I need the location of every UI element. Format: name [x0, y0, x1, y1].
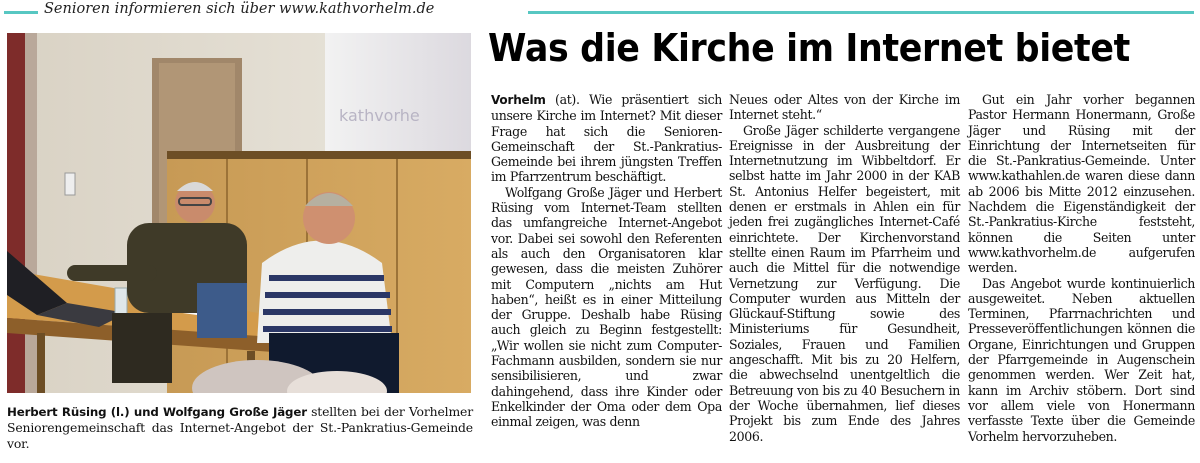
article-column-3 — [968, 92, 1195, 444]
kicker: Senioren informieren sich über www.kathvorhelm.de — [44, 1, 435, 17]
caption-names: Herbert Rüsing (l.) und Wolfgang Große Jäger — [7, 405, 307, 419]
photo-illustration — [7, 33, 471, 393]
kicker-rule-left — [4, 11, 38, 14]
photo-wall-text: kathvorhe — [339, 106, 420, 125]
paragraph — [491, 92, 722, 185]
article-column-2 — [729, 92, 960, 444]
paragraph: Gut ein Jahr vorher begannen Pastor Hermann Honermann, Große Jäger und Rüsing mit der Einrichtung der Internetseiten für die St.-Pankratius-Gemeinde. Unter www.kathahlen.de waren diese dann ab 2006 bis Mitte 2012 einzusehen. Nachdem die Eigenständigkeit der St.-Pankratius-Kirche feststeht, können die Seiten unter www.kathvorhelm.de aufgerufen werden. — [968, 92, 1195, 276]
paragraph: Das Angebot wurde kontinuierlich ausgeweitet. Neben aktuellen Terminen, Pfarrnachrichten und Presseveröffentlichungen können die Organe, Einrichtungen und Gruppen der Pfarrgemeinde in Augenschein genommen werden. Wer Zeit hat, kann im Archiv stöbern. Dort sind vor allem viele von Honermann verfasste Texte über die Gemeinde Vorhelm hervorzuheben. — [968, 275, 1195, 444]
paragraph: Neues oder Altes von der Kirche im Internet steht.“ — [729, 92, 960, 123]
paragraph: Wolfgang Große Jäger und Herbert Rüsing vom Internet-Team stellten das umfangreiche Internet-Angebot vor. Dabei sei sowohl den Referenten als auch den Organisatoren klar gewesen, dass die meisten Zuhörer mit Computern „nichts am Hut haben“, heißt es in einer Mitteilung der Gruppe. Deshalb habe Rüsing auch gleich zu Beginn festgestellt: „Wir wollen sie nicht zum Computer-Fachmann ausbilden, sondern sie nur sensibilisieren, und zwar dahingehend, dass ihre Kinder oder Enkelkinder der Oma oder dem Opa einmal zeigen, was denn — [491, 184, 722, 430]
caption-text: stellten bei der Vorhelmer Seniorengemeinschaft das Internet-Angebot der St.-Pankratius-Gemeinde vor. — [7, 404, 474, 451]
paragraph-text: (at). Wie präsentiert sich unsere Kirche im Internet? Mit dieser Frage hat sich die Senioren-Gemeinschaft der St.-Pankratius-Gemeinde bei ihrem jüngsten Treffen im Pfarrzentrum beschäftigt. — [491, 92, 722, 185]
kicker-rule-right — [528, 11, 1194, 14]
article-photo — [7, 33, 471, 393]
headline: Was die Kirche im Internet bietet — [488, 26, 1130, 71]
photo-caption — [7, 404, 473, 452]
paragraph: Große Jäger schilderte vergangene Ereignisse in der Ausbreitung der Internetnutzung im Wibbeltdorf. Er selbst hatte im Jahr 2000 in der KAB St. Antonius Helfer begeistert, mit denen er erstmals in Ahlen ein für jeden frei zugängliches Internet-Café einrichtete. Der Kirchenvorstand stellte einen Raum im Pfarrheim und auch die Mittel für die notwendige Vernetzung zur Verfügung. Die Computer wurden aus Mitteln der Glückauf-Stiftung sowie des Ministeriums für Gesundheit, Soziales, Frauen und Familien angeschafft. Mit bis zu 20 Helfern, die abwechselnd unentgeltlich die Betreuung von bis zu 40 Besuchern in der Woche übernahmen, lief dieses Projekt bis zum Ende des Jahres 2006. — [729, 122, 960, 444]
article-column-1 — [491, 92, 722, 430]
dateline-place: Vorhelm — [491, 93, 546, 107]
